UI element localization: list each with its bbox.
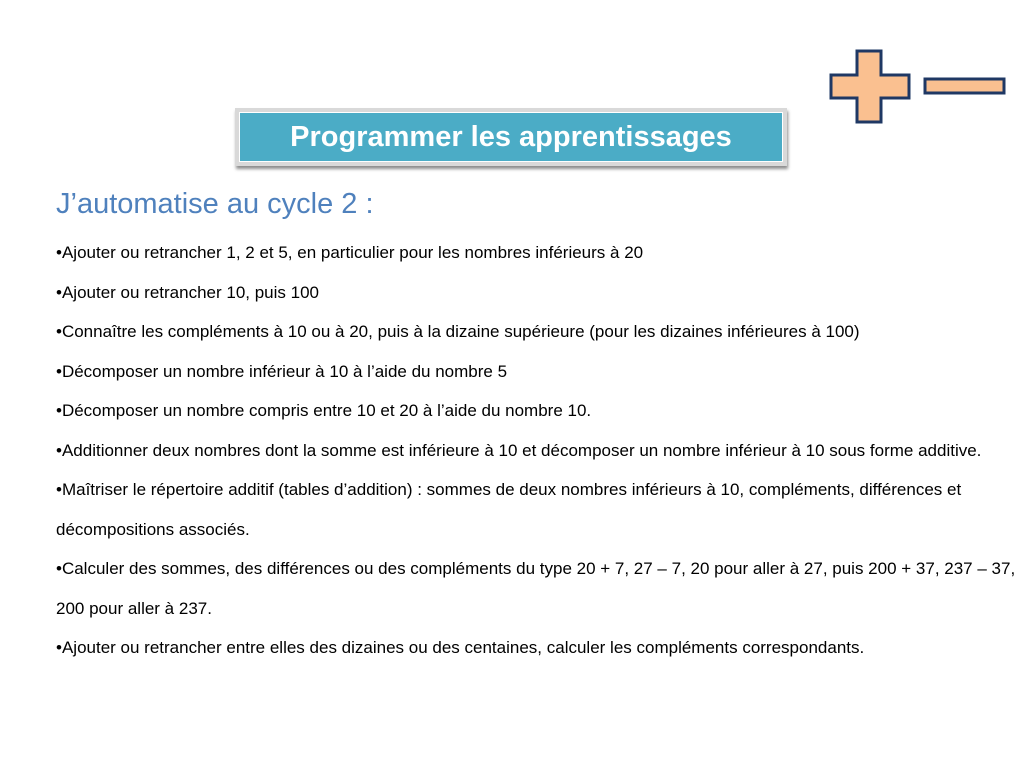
bullet-list (56, 233, 1016, 668)
bullet-item: •Ajouter ou retrancher entre elles des dizaines ou des centaines, calculer les compléments correspondants. (56, 638, 865, 657)
bullet-item: •Décomposer un nombre inférieur à 10 à l’aide du nombre 5 (56, 361, 508, 381)
bullet-item: •Décomposer un nombre compris entre 10 et 20 à l’aide du nombre 10. (56, 401, 592, 420)
slide-title: Programmer les apprentissages (239, 112, 783, 162)
math-signs (828, 47, 1008, 125)
bullet-item: •Connaître les compléments à 10 ou à 20, puis à la dizaine supérieure (pour les dizaines inférieures à 100) (56, 322, 860, 341)
bullet-item: •Ajouter ou retrancher 1, 2 et 5, en particulier pour les nombres inférieurs à 20 (56, 243, 644, 262)
section-heading: J’automatise au cycle 2 : (56, 188, 374, 220)
title-banner (235, 108, 787, 166)
minus-sign-icon (925, 79, 1004, 93)
bullet-item: •Calculer des sommes, des différences ou des compléments du type 20 + 7, 27 – 7, 20 pour aller à 27, puis 200 + 37, 237 – 37, 200 pour aller à 237. (56, 559, 1016, 618)
plus-sign-icon (831, 51, 909, 122)
bullet-item: •Additionner deux nombres dont la somme est inférieure à 10 et décomposer un nombre inférieur à 10 sous forme additive. (56, 440, 982, 460)
bullet-item: •Maîtriser le répertoire additif (tables d’addition) : sommes de deux nombres inférieurs à 10, compléments, différences et décompositions associés. (56, 480, 962, 539)
bullet-item: •Ajouter ou retrancher 10, puis 100 (56, 282, 320, 302)
